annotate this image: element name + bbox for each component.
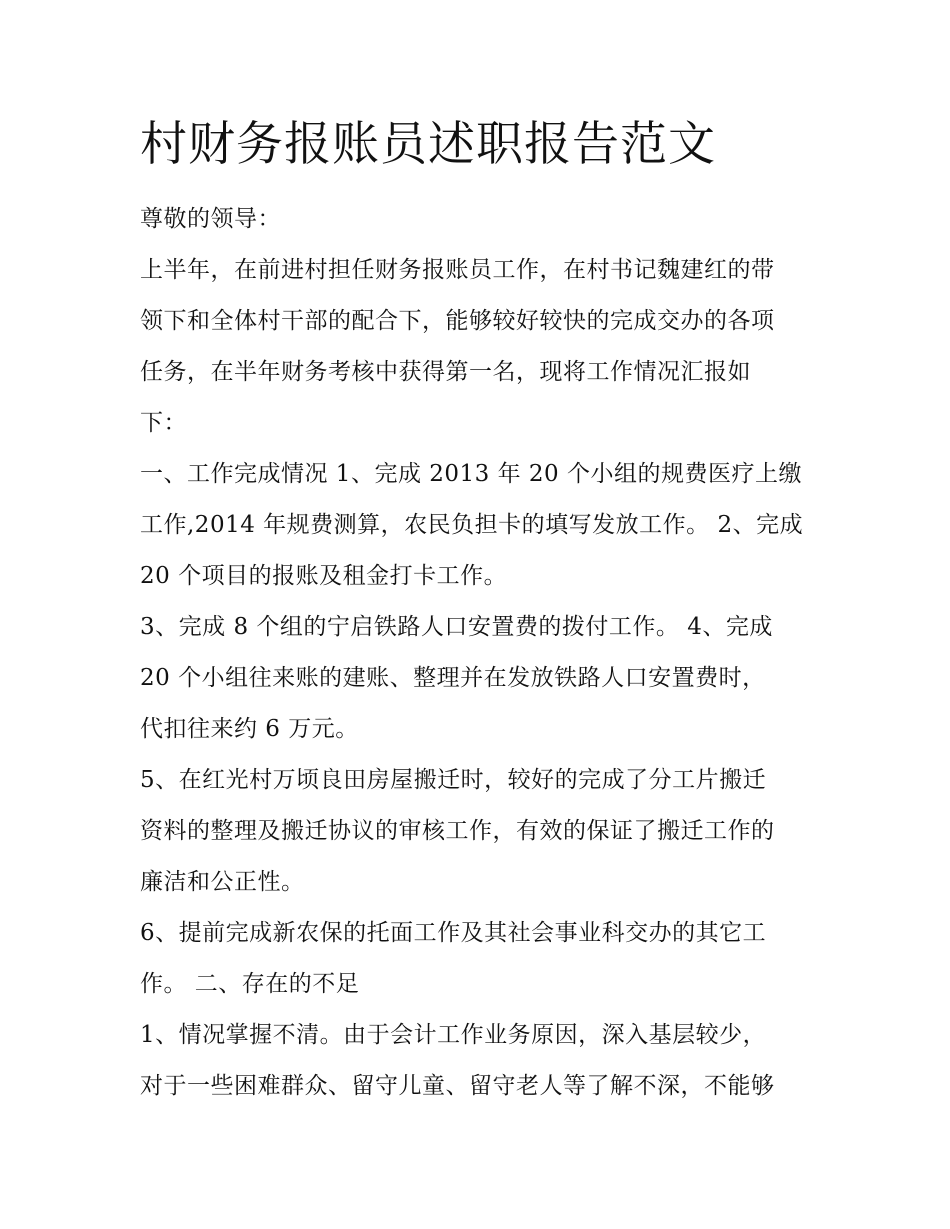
body-line: 廉洁和公正性。 xyxy=(140,869,305,895)
body-line: 20 个项目的报账及租金打卡工作。 xyxy=(140,563,508,589)
body-line: 3、完成 8 个组的宁启铁路人口安置费的拨付工作。 4、完成 xyxy=(140,614,773,640)
section-heading-line: 一、工作完成情况 1、完成 2013 年 20 个小组的规费医疗上缴 xyxy=(140,461,802,487)
body-line: 代扣往来约 6 万元。 xyxy=(140,716,359,742)
body-line: 1、情况掌握不清。由于会计工作业务原因，深入基层较少， xyxy=(140,1022,767,1048)
document-title: 村财务报账员述职报告范文 xyxy=(140,117,716,172)
body-line: 20 个小组往来账的建账、整理并在发放铁路人口安置费时， xyxy=(140,665,766,691)
body-line: 下： xyxy=(140,410,187,436)
body-line: 6、提前完成新农保的托面工作及其社会事业科交办的其它工 xyxy=(140,920,767,946)
body-line: 上半年，在前进村担任财务报账员工作，在村书记魏建红的带 xyxy=(140,257,775,283)
body-line: 工作,2014 年规费测算，农民负担卡的填写发放工作。 2、完成 xyxy=(140,512,804,538)
document-body xyxy=(140,194,820,1112)
document-page xyxy=(140,110,820,1112)
body-line: 任务，在半年财务考核中获得第一名，现将工作情况汇报如 xyxy=(140,359,751,385)
body-line: 5、在红光村万顷良田房屋搬迁时，较好的完成了分工片搬迁 xyxy=(140,767,767,793)
body-line: 对于一些困难群众、留守儿童、留守老人等了解不深，不能够 xyxy=(140,1073,775,1099)
body-line: 资料的整理及搬迁协议的审核工作，有效的保证了搬迁工作的 xyxy=(140,818,775,844)
section-heading-line: 作。 二、存在的不足 xyxy=(140,971,360,997)
salutation-line: 尊敬的领导： xyxy=(140,206,281,232)
body-line: 领下和全体村干部的配合下，能够较好较快的完成交办的各项 xyxy=(140,308,775,334)
